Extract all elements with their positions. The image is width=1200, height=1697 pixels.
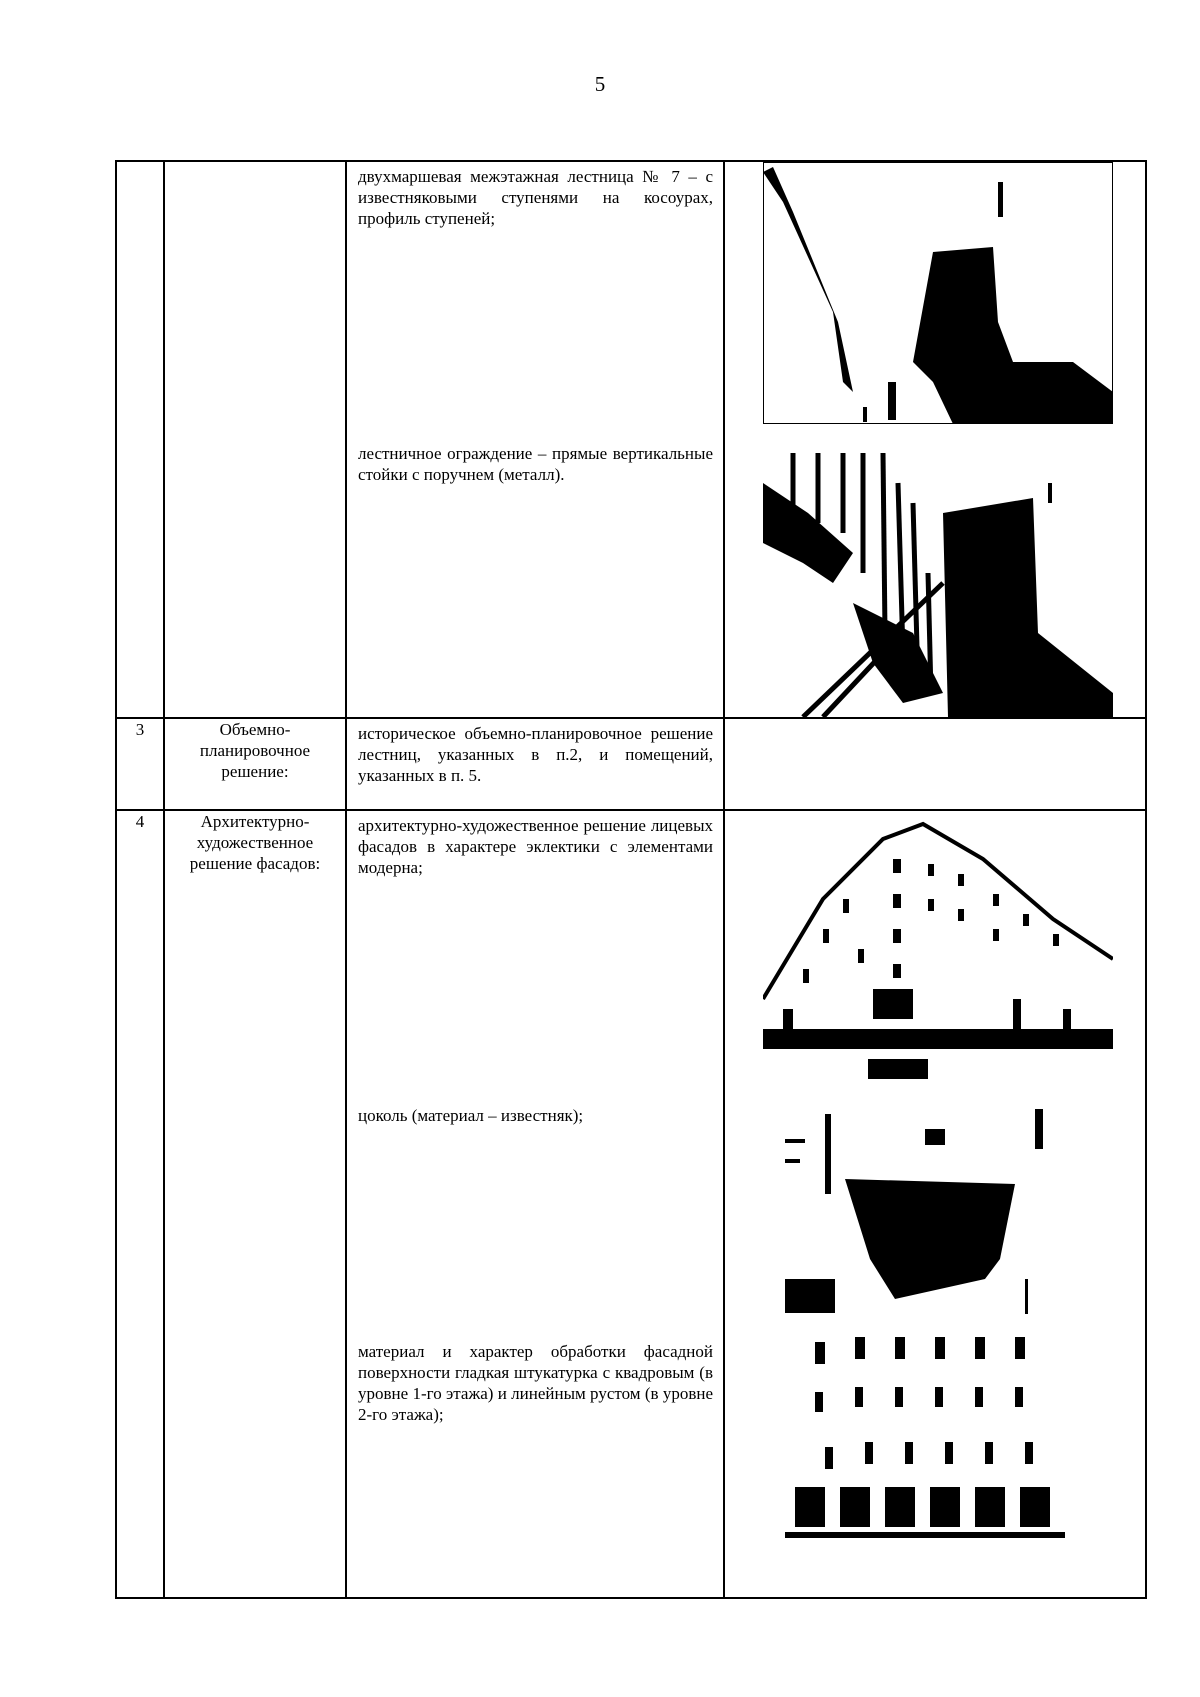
item-text: лестничное ограждение – прямые вертикальные стойки с поручнем (металл). (358, 444, 713, 484)
row-name-cell: Архитектурно-художественное решение фасадов: (164, 810, 346, 1598)
row-photo-cell (724, 810, 1146, 1598)
staircase-photo (763, 162, 1113, 424)
row-photo-cell (724, 161, 1146, 718)
row-name-cell (164, 161, 346, 718)
row-name-cell: Объемно-планировочное решение: (164, 718, 346, 810)
railing-photo (763, 453, 1113, 717)
item-text: двухмаршевая межэтажная лестница № 7 – с известняковыми ступенями на косоурах, профиль ступеней; (358, 167, 713, 228)
row-description-cell (346, 161, 724, 718)
page-number: 5 (594, 72, 606, 96)
table-row (116, 161, 1146, 718)
plinth-photo (785, 1109, 1085, 1317)
table-row (116, 718, 1146, 810)
item-text: историческое объемно-планировочное решение лестниц, указанных в п.2, и помещений, указанных в п. 5. (358, 724, 713, 785)
row-description-cell (346, 718, 724, 810)
row-number-cell: 4 (116, 810, 164, 1598)
row-number-cell (116, 161, 164, 718)
row-photo-cell (724, 718, 1146, 810)
rustication-photo (785, 1327, 1065, 1541)
protected-elements-table (115, 160, 1147, 1599)
row-description-cell (346, 810, 724, 1598)
table-row (116, 810, 1146, 1598)
item-text: материал и характер обработки фасадной поверхности гладкая штукатурка с квадровым (в уровне 1-го этажа) и линейным рустом (в уровне 2-го этажа); (358, 1342, 713, 1424)
item-text: цоколь (материал – известняк); (358, 1106, 584, 1125)
row-number-cell: 3 (116, 718, 164, 810)
facade-photo (763, 819, 1113, 1091)
item-text: архитектурно-художественное решение лицевых фасадов в характере эклектики с элементами модерна; (358, 816, 713, 877)
